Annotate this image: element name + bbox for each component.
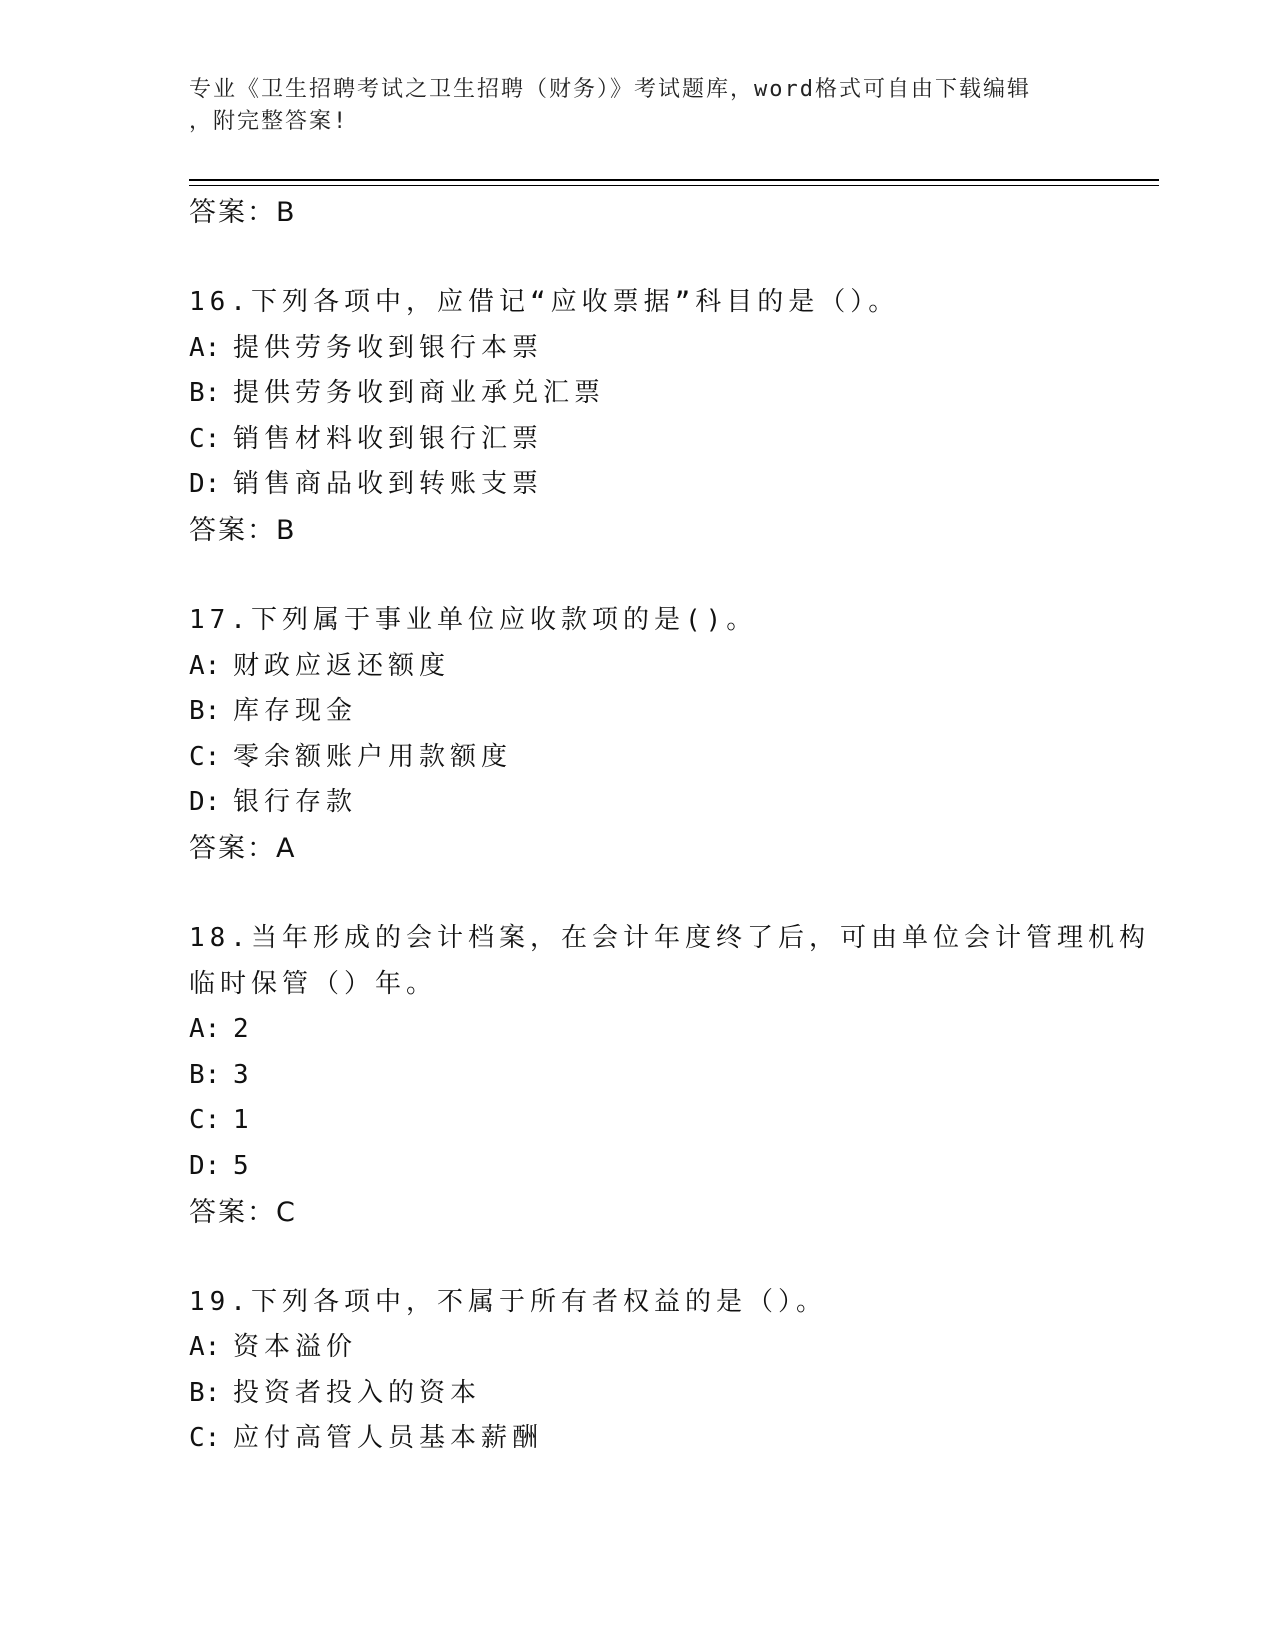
question-list (189, 190, 1189, 1462)
option-label: A: (189, 1014, 221, 1045)
option-text: 1 (233, 1105, 254, 1136)
option-c (189, 735, 1189, 781)
option-text: 提供劳务收到商业承兑汇票 (233, 378, 606, 409)
option-d (189, 1144, 1189, 1190)
option-text: 应付高管人员基本薪酬 (233, 1423, 544, 1454)
option-text: 银行存款 (233, 787, 358, 818)
option-a (189, 1007, 1189, 1053)
option-c (189, 1416, 1189, 1462)
answer-line: 答案：C (189, 1196, 297, 1228)
option-label: C: (189, 1423, 221, 1454)
question-text: 19.下列各项中，不属于所有者权益的是（）。 (189, 1286, 827, 1317)
option-text: 2 (233, 1014, 254, 1045)
question-16 (189, 280, 1189, 554)
option-text: 零余额账户用款额度 (233, 741, 513, 772)
option-label: A: (189, 332, 221, 363)
question-text: 17.下列属于事业单位应收款项的是()。 (189, 604, 758, 635)
option-text: 3 (233, 1059, 254, 1090)
option-label: A: (189, 650, 221, 681)
header-rule-thin (189, 185, 1159, 186)
header-line-2: ，附完整答案! (189, 109, 349, 134)
option-label: B: (189, 696, 221, 727)
option-a (189, 1325, 1189, 1371)
option-text: 5 (233, 1150, 254, 1181)
option-text: 资本溢价 (233, 1332, 358, 1363)
option-c (189, 1098, 1189, 1144)
option-a (189, 644, 1189, 690)
answer-line: 答案：A (189, 832, 297, 864)
option-label: C: (189, 1105, 221, 1136)
option-b (189, 1053, 1189, 1099)
option-c (189, 417, 1189, 463)
header-line-1: 专业《卫生招聘考试之卫生招聘（财务）》考试题库，word格式可自由下载编辑 (189, 77, 1031, 102)
option-b (189, 371, 1189, 417)
option-label: D: (189, 1150, 221, 1181)
question-17 (189, 598, 1189, 872)
document-header (189, 74, 1089, 138)
option-text: 财政应返还额度 (233, 650, 451, 681)
option-d (189, 780, 1189, 826)
option-text: 投资者投入的资本 (233, 1377, 482, 1408)
option-a (189, 326, 1189, 372)
question-19 (189, 1280, 1189, 1462)
option-text: 提供劳务收到银行本票 (233, 332, 544, 363)
option-label: D: (189, 787, 221, 818)
option-text: 库存现金 (233, 696, 358, 727)
question-text-continued: 临时保管（）年。 (189, 968, 438, 999)
option-label: C: (189, 741, 221, 772)
option-label: C: (189, 423, 221, 454)
answer-line: 答案：B (189, 514, 297, 546)
question-text: 18.当年形成的会计档案，在会计年度终了后，可由单位会计管理机构 (189, 922, 1150, 953)
option-label: D: (189, 469, 221, 500)
option-d (189, 462, 1189, 508)
option-b (189, 689, 1189, 735)
question-18 (189, 916, 1189, 1236)
option-text: 销售材料收到银行汇票 (233, 423, 544, 454)
option-text: 销售商品收到转账支票 (233, 469, 544, 500)
option-label: B: (189, 1059, 221, 1090)
answer-line: 答案：B (189, 197, 297, 228)
option-label: A: (189, 1332, 221, 1363)
header-rule-thick (189, 179, 1159, 181)
option-label: B: (189, 1377, 221, 1408)
question-text: 16.下列各项中，应借记“应收票据”科目的是（）。 (189, 287, 900, 317)
option-b (189, 1371, 1189, 1417)
option-label: B: (189, 378, 221, 409)
